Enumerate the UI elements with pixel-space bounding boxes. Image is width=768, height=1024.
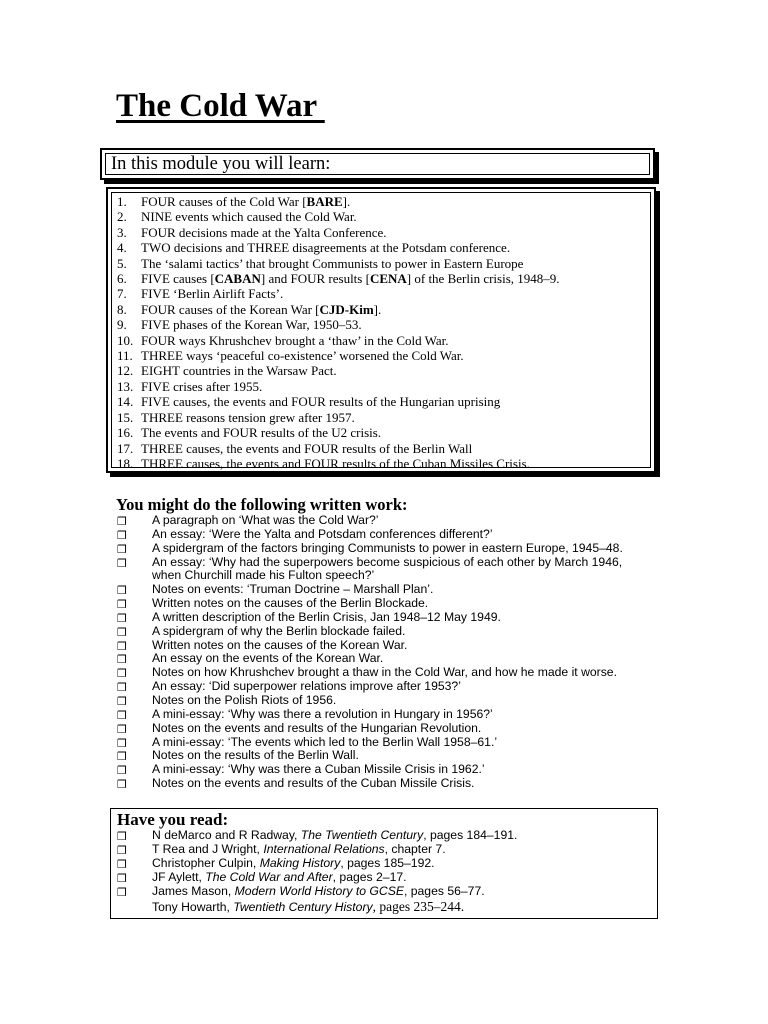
checkbox-icon: ❒ [117,598,127,612]
learn-item-number: 7. [117,286,127,302]
written-work-text: A written description of the Berlin Crisis, Jan 1948–12 May 1949. [152,609,501,624]
learn-item-acronym: CJD-Kim [319,301,374,317]
checkbox-icon: ❒ [117,556,127,570]
written-work-text: A spidergram of why the Berlin blockade failed. [152,623,406,638]
written-work-item [117,777,623,791]
learn-item-text: THREE reasons tension grew after 1957. [141,409,355,425]
learn-item-number: 4. [117,240,127,256]
written-work-text: A spidergram of the factors bringing Communists to power in eastern Europe, 1945–48. [152,540,623,555]
learn-item-number: 2. [117,209,127,225]
checkbox-icon: ❒ [117,528,127,542]
reading-pages: , pages 184–191. [423,828,518,842]
written-work-text: Notes on the events and results of the Hungarian Revolution. [152,720,482,735]
written-work-text: Written notes on the causes of the Berlin Blockade. [152,596,429,611]
checkbox-icon: ❒ [117,611,127,625]
learn-item-number: 18. [117,455,134,471]
reading-author: N deMarco and R Radway, [152,828,301,842]
reading-pages: , pages 235–244. [372,898,465,914]
learn-heading: In this module you will learn: [105,153,650,175]
learn-item-number: 9. [117,317,127,333]
learn-item [117,379,560,394]
written-work-item [117,528,623,542]
learn-item-text: THREE causes, the events and FOUR results of the Cuban Missiles Crisis. [141,455,530,471]
learn-item [117,441,560,456]
learn-item-number: 12. [117,363,134,379]
reading-book-title: International Relations [263,841,385,856]
written-work-item [117,666,623,680]
learn-item-text: FOUR causes of the Korean War [ [141,301,320,317]
learn-item-text: EIGHT countries in the Warsaw Pact. [141,363,337,379]
learn-item-acronym: CENA [369,271,407,287]
learn-item-number: 5. [117,255,127,271]
checkbox-icon: ❒ [117,722,127,736]
reading-list [117,829,517,914]
checkbox-icon: ❒ [117,778,127,792]
learn-item-text: THREE ways ‘peaceful co-existence’ worsened the Cold War. [141,348,464,364]
written-work-item [117,680,623,694]
learn-item [117,333,560,348]
learn-item-text: ] of the Berlin crisis, 1948–9. [406,271,560,287]
written-work-text: A mini-essay: ‘Why was there a revolution in Hungary in 1956?’ [152,706,493,721]
written-work-text: An essay: ‘Why had the superpowers become suspicious of each other by March 1946, [152,554,623,569]
written-work-item [117,749,623,763]
written-work-text: Notes on the events and results of the Cuban Missile Crisis. [152,776,475,791]
reading-item [117,857,517,871]
learn-item-number: 15. [117,409,134,425]
learn-item [117,256,560,271]
checkbox-icon: ❒ [117,750,127,764]
reading-book-title: Twentieth Century History [233,899,373,914]
written-work-item [117,763,623,777]
written-work-text: Notes on the results of the Berlin Wall. [152,748,359,763]
checkbox-icon: ❒ [117,667,127,681]
reading-heading: Have you read: [117,810,229,829]
learn-item [117,348,560,363]
reading-pages: , chapter 7. [384,841,446,856]
written-work-item [117,542,623,556]
checkbox-icon: ❒ [117,515,127,528]
page-title: The Cold War [116,88,325,124]
reading-book-title: Modern World History to GCSE [234,883,404,898]
learn-item-acronym: BARE [306,194,343,209]
written-work-item [117,652,623,666]
written-work-text-continued: when Churchill made his Fulton speech?’ [152,568,375,583]
learn-item-number: 8. [117,301,127,317]
written-work-item [117,514,623,528]
learn-item [117,456,560,471]
checkbox-icon: ❒ [117,584,127,598]
checkbox-icon: ❒ [117,871,127,885]
learn-item-text: The ‘salami tactics’ that brought Communists to power in Eastern Europe [141,255,524,271]
learn-item [117,271,560,286]
written-work-item [117,625,623,639]
learn-item-number: 14. [117,394,134,410]
reading-book-title: Making History [259,855,341,870]
written-work-item [117,722,623,736]
checkbox-icon: ❒ [117,681,127,695]
learn-item-text: FIVE crises after 1955. [141,378,263,394]
written-work-text: A mini-essay: ‘The events which led to the Berlin Wall 1958–61.’ [152,734,498,749]
reading-book-title: The Cold War and After [205,869,333,884]
reading-author: T Rea and J Wright, [152,841,264,856]
written-work-list [117,514,623,791]
reading-author: James Mason, [152,883,235,898]
reading-item [117,885,517,899]
reading-author: JF Aylett, [152,869,206,884]
checkbox-icon: ❒ [117,857,127,871]
learn-item-text: FOUR decisions made at the Yalta Conference. [141,224,387,240]
written-work-item [117,556,623,584]
written-work-item [117,708,623,722]
written-work-text: Notes on the Polish Riots of 1956. [152,692,337,707]
checkbox-icon: ❒ [117,542,127,556]
learn-item [117,425,560,440]
written-work-item [117,611,623,625]
learn-item [117,194,560,209]
reading-item [117,900,517,915]
learn-item-text: FIVE ‘Berlin Airlift Facts’. [141,286,284,302]
learn-item [117,209,560,224]
learn-item-number: 3. [117,224,127,240]
written-work-text: Notes on how Khrushchev brought a thaw in the Cold War, and how he made it worse. [152,665,617,680]
checkbox-icon: ❒ [117,736,127,750]
written-work-item [117,694,623,708]
written-work-text: An essay: ‘Were the Yalta and Potsdam conferences different?’ [152,526,493,541]
learn-item [117,317,560,332]
reading-author: Christopher Culpin, [152,855,260,870]
reading-pages: , pages 2–17. [332,869,407,884]
checkbox-icon: ❒ [117,694,127,708]
checkbox-icon: ❒ [117,639,127,653]
checkbox-icon: ❒ [117,625,127,639]
written-work-text: An essay: ‘Did superpower relations improve after 1953?’ [152,679,461,694]
learn-item-number: 16. [117,425,134,441]
learn-header-box [100,148,655,180]
learn-item-number: 11. [117,348,133,364]
learn-item [117,240,560,255]
learn-item [117,286,560,301]
learn-item-text: FOUR ways Khrushchev brought a ‘thaw’ in the Cold War. [141,332,449,348]
learn-item [117,410,560,425]
learn-item [117,363,560,378]
reading-author: Tony Howarth, [152,899,234,914]
learn-item-number: 1. [117,194,127,209]
reading-pages: , pages 56–77. [403,883,485,898]
checkbox-icon: ❒ [117,764,127,778]
checkbox-icon: ❒ [117,885,127,899]
written-work-item [117,736,623,750]
reading-book-title: The Twentieth Century [300,828,424,842]
written-work-item [117,639,623,653]
reading-item [117,871,517,885]
learn-item-text: FIVE phases of the Korean War, 1950–53. [141,317,362,333]
learn-item [117,394,560,409]
written-work-text: Notes on events: ‘Truman Doctrine – Marshall Plan’. [152,582,434,597]
learn-item-number: 10. [117,332,134,348]
checkbox-icon: ❒ [117,708,127,722]
learn-item [117,302,560,317]
learn-item-text: ]. [342,194,351,209]
learn-list [117,194,560,471]
learn-item-text: ] and FOUR results [ [260,271,370,287]
written-work-text: A paragraph on ‘What was the Cold War?’ [152,513,379,527]
learn-item-number: 13. [117,378,134,394]
learn-item-text: FOUR causes of the Cold War [ [141,194,307,209]
learn-item-text: The events and FOUR results of the U2 crisis. [141,425,382,441]
written-work-heading: You might do the following written work: [116,495,408,514]
learn-item-number: 6. [117,271,127,287]
checkbox-icon: ❒ [117,843,127,857]
written-work-item [117,583,623,597]
learn-item-acronym: CABAN [214,271,261,287]
checkbox-icon: ❒ [117,653,127,667]
learn-item-text: NINE events which caused the Cold War. [141,209,357,225]
learn-item-text: THREE causes, the events and FOUR results of the Berlin Wall [141,440,473,456]
reading-item [117,843,517,857]
learn-item-text: FIVE causes, the events and FOUR results of the Hungarian uprising [141,394,501,410]
reading-pages: , pages 185–192. [340,855,435,870]
written-work-text: An essay on the events of the Korean War. [152,651,384,666]
reading-item [117,829,517,843]
learn-item-text: TWO decisions and THREE disagreements at the Potsdam conference. [141,240,511,256]
reading-box [110,808,658,919]
learn-item-number: 17. [117,440,134,456]
written-work-text: Written notes on the causes of the Korean War. [152,637,408,652]
learn-item-text: ]. [373,301,382,317]
checkbox-icon: ❒ [117,830,127,843]
written-work-item [117,597,623,611]
learn-list-box [106,187,656,473]
written-work-text: A mini-essay: ‘Why was there a Cuban Missile Crisis in 1962.’ [152,762,485,777]
learn-item-text: FIVE causes [ [141,271,215,287]
learn-item [117,225,560,240]
